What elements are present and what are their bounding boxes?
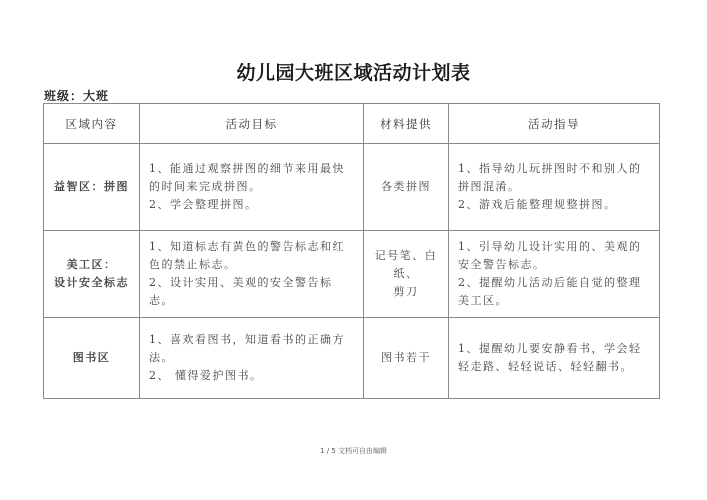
goal-item: 1、知道标志有黄色的警告标志和红色的禁止标志。 [149,240,345,271]
goals-cell [140,318,364,399]
page-footer: 1 / 5 文档可自由编辑 [320,447,387,455]
zone-text: 美工区： [66,258,117,271]
goal-item: 2、 懂得爱护图书。 [149,369,263,382]
materials-cell [364,231,449,318]
header-goals: 活动目标 [140,104,364,144]
header-zone: 区域内容 [44,104,140,144]
zone-cell [44,318,140,399]
activity-plan-table [43,103,660,399]
document-title: 幼儿园大班区域活动计划表 [236,62,471,84]
guidance-item: 2、游戏后能整理规整拼图。 [458,198,617,211]
goal-item: 2、学会整理拼图。 [149,198,258,211]
goal-item: 1、能通过观察拼图的细节来用最快的时间来完成拼图。 [149,162,345,193]
goal-item: 2、设计实用、美观的安全警告标志。 [149,276,333,307]
table-row [44,318,660,399]
guidance-cell [449,318,660,399]
class-label: 班级：大班 [44,89,110,103]
guidance-item: 2、提醒幼儿活动后能自觉的整理美工区。 [458,276,642,307]
zone-text: 图书区 [72,351,111,364]
material-text: 图书若干 [381,351,431,364]
guidance-item: 1、指导幼儿玩拼图时不和别人的拼图混淆。 [458,162,642,193]
zone-cell [44,231,140,318]
goals-cell [140,231,364,318]
header-materials: 材料提供 [364,104,449,144]
zone-text: 益智区：拼图 [54,180,129,193]
material-text: 记号笔、白纸、 [374,249,438,280]
table-row [44,231,660,318]
goals-cell [140,144,364,231]
materials-cell [364,144,449,231]
materials-cell [364,318,449,399]
material-text: 剪刀 [393,285,419,298]
guidance-item: 1、提醒幼儿要安静看书，学会轻轻走路、轻轻说话、轻轻翻书。 [458,342,642,373]
guidance-cell [449,231,660,318]
table-header-row [44,104,660,144]
material-text: 各类拼图 [381,180,431,193]
zone-text: 设计安全标志 [54,276,129,289]
guidance-item: 1、引导幼儿设计实用的、美观的安全警告标志。 [458,240,642,271]
guidance-cell [449,144,660,231]
table-row [44,144,660,231]
goal-item: 1、喜欢看图书，知道看书的正确方法。 [149,333,345,364]
header-guidance: 活动指导 [449,104,660,144]
zone-cell [44,144,140,231]
